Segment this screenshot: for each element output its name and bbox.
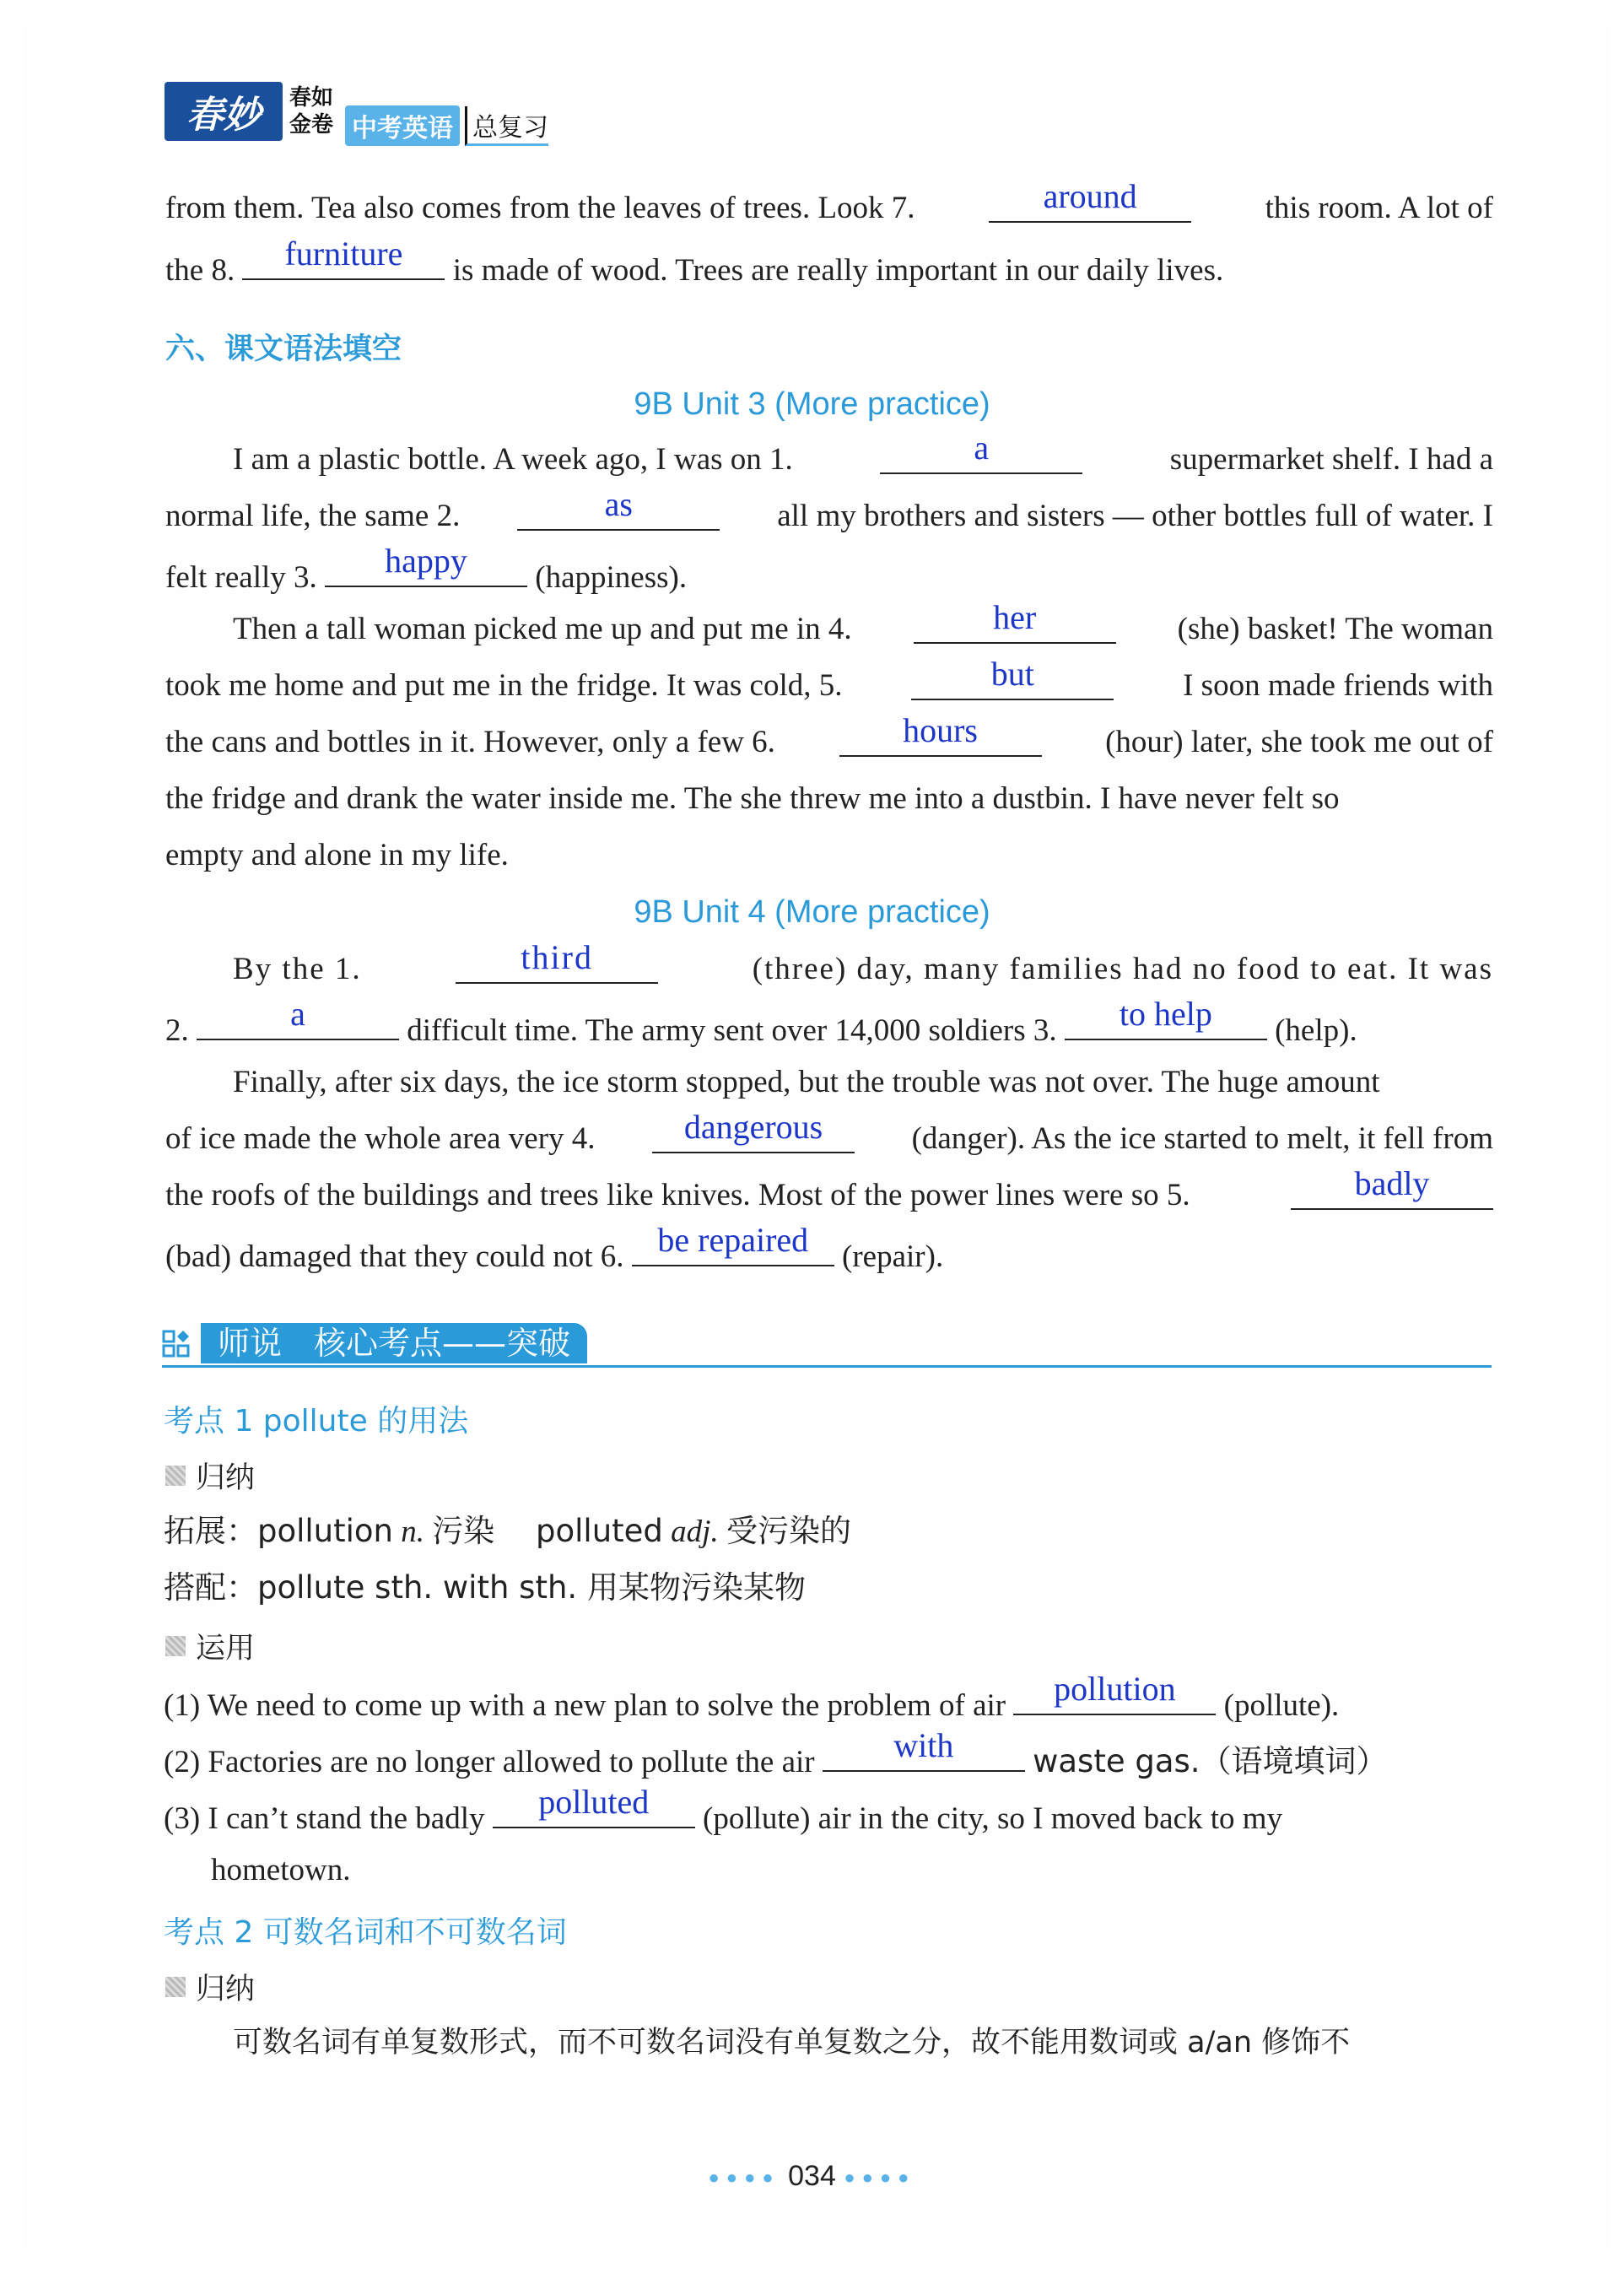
- square-icon: [165, 1636, 186, 1656]
- text-line: of ice made the whole area very 4. dangerous (danger). As the ice started to melt, it fell from: [165, 1108, 1493, 1156]
- answer-blank: to help: [1065, 1005, 1267, 1040]
- summary-heading: 归纳: [165, 1966, 255, 2008]
- answer-blank: be repaired: [632, 1231, 834, 1266]
- text-line: (2) Factories are no longer allowed to pollute the air with waste gas.（语境填词）: [164, 1726, 1388, 1779]
- banner-label: 师说 核心考点——突破: [201, 1323, 587, 1363]
- text-line: empty and alone in my life.: [165, 838, 509, 872]
- text-line: the cans and bottles in it. However, only a few 6. hours (hour) later, she took me out of: [165, 711, 1493, 759]
- square-icon: [165, 1977, 186, 1997]
- summary-heading: 归纳: [165, 1455, 255, 1497]
- text-line: (bad) damaged that they could not 6. be repaired (repair).: [165, 1221, 944, 1274]
- answer-blank: hours: [839, 721, 1042, 757]
- answer-blank: badly: [1291, 1174, 1493, 1210]
- unit4-title: 9B Unit 4 (More practice): [634, 894, 990, 930]
- text-line: the fridge and drank the water inside me. The she threw me into a dustbin. I have never felt so: [165, 781, 1340, 816]
- text-line: 拓展：pollution n. 污染 polluted adj. 受污染的: [164, 1513, 851, 1549]
- text-line: By the 1. third (three) day, many families had no food to eat. It was: [233, 938, 1493, 986]
- text-line: 搭配：pollute sth. with sth. 用某物污染某物: [164, 1569, 806, 1606]
- text-line: 可数名词有单复数形式，而不可数名词没有单复数之分，故不能用数词或 a/an 修饰不: [233, 2026, 1351, 2060]
- text-line: Then a tall woman picked me up and put me in 4. her (she) basket! The woman: [233, 598, 1493, 646]
- answer-blank: her: [914, 608, 1116, 644]
- usage-heading: 运用: [165, 1625, 255, 1667]
- answer-blank: around: [989, 187, 1191, 223]
- blocks-icon: [162, 1330, 191, 1358]
- section-banner: [162, 1323, 1492, 1368]
- answer-blank: happy: [325, 552, 527, 587]
- section-title: 六、课文语法填空: [165, 332, 402, 366]
- text-line: hometown.: [211, 1853, 351, 1887]
- dots-decoration: ●●●●: [844, 2167, 916, 2189]
- answer-blank: dangerous: [652, 1118, 855, 1153]
- text-line: 2. a difficult time. The army sent over 14,000 soldiers 3. to help (help).: [165, 995, 1357, 1048]
- header-subtitle: 总复习: [465, 106, 548, 146]
- answer-blank: a: [880, 439, 1082, 474]
- unit3-title: 9B Unit 3 (More practice): [634, 386, 990, 422]
- text-line: Finally, after six days, the ice storm stopped, but the trouble was not over. The huge amount: [233, 1065, 1380, 1099]
- page-number: ●●●● 034 ●●●●: [708, 2160, 916, 2192]
- answer-blank: polluted: [493, 1793, 695, 1828]
- text-line: took me home and put me in the fridge. It was cold, 5. but I soon made friends with: [165, 655, 1493, 703]
- header-tag: 中考英语: [345, 105, 460, 146]
- text-line: (3) I can’t stand the badly polluted (pollute) air in the city, so I moved back to my: [164, 1783, 1283, 1836]
- answer-blank: third: [456, 948, 658, 984]
- text-line: the roofs of the buildings and trees like knives. Most of the power lines were so 5. badly: [165, 1174, 1493, 1217]
- text-line: normal life, the same 2. as all my brothers and sisters — other bottles full of water. I: [165, 485, 1493, 533]
- text-line: (1) We need to come up with a new plan to solve the problem of air pollution (pollute).: [164, 1670, 1340, 1723]
- brand-name: 春如金卷: [289, 85, 334, 138]
- text-line: I am a plastic bottle. A week ago, I was on 1. a supermarket shelf. I had a: [233, 429, 1493, 477]
- dots-decoration: ●●●●: [708, 2167, 780, 2189]
- text-line: from them. Tea also comes from the leaves of trees. Look 7. around this room. A lot of: [165, 177, 1493, 225]
- answer-blank: as: [517, 495, 720, 531]
- kp2-title: 考点 2 可数名词和不可数名词: [164, 1915, 567, 1950]
- answer-blank: a: [197, 1005, 399, 1040]
- header: [165, 78, 548, 145]
- text-line: felt really 3. happy (happiness).: [165, 542, 688, 595]
- kp1-title: 考点 1 pollute 的用法: [164, 1404, 469, 1439]
- square-icon: [165, 1466, 186, 1486]
- answer-blank: furniture: [242, 245, 445, 280]
- answer-blank: but: [911, 665, 1114, 700]
- answer-blank: with: [823, 1736, 1025, 1772]
- text-line: the 8. furniture is made of wood. Trees are really important in our daily lives.: [165, 235, 1224, 288]
- answer-blank: pollution: [1013, 1680, 1216, 1715]
- logo: 春妙: [165, 82, 283, 141]
